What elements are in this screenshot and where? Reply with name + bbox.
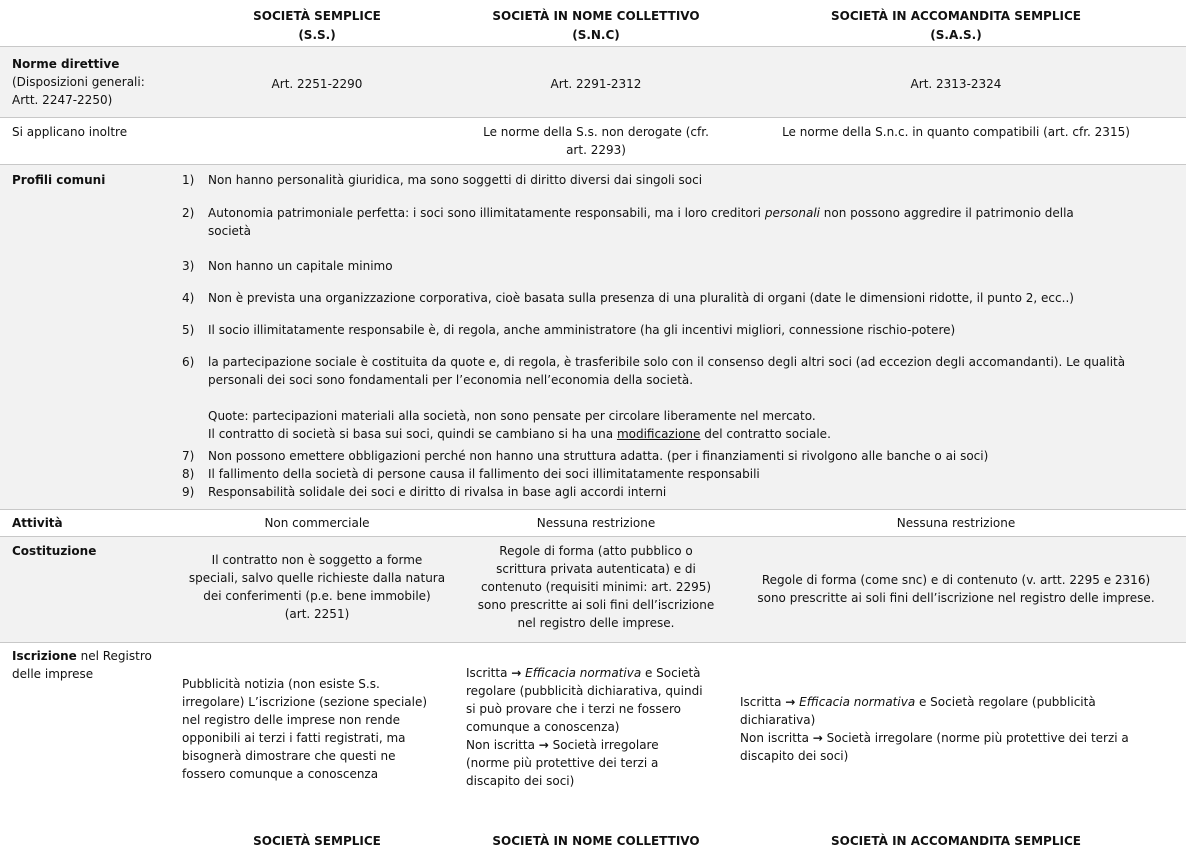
item-text: Non hanno un capitale minimo [208, 259, 393, 273]
iscrizione-sas-part: Società irregolare (norme più protettive dei terzi a [822, 731, 1129, 745]
applicano-snc [466, 123, 726, 159]
applicano-snc-line1: Le norme della S.s. non derogate (cfr. [483, 125, 709, 139]
item-text: Il socio illimitatamente responsabile è, di regola, anche amministratore (ha gli incentivi migliori, connessione rischio-potere) [208, 323, 956, 337]
costituzione-ss-line: speciali, salvo quelle richieste dalla natura [188, 571, 446, 585]
item-number: 8) [182, 467, 195, 481]
row-si-applicano [0, 117, 1186, 164]
iscrizione-label-line1 [12, 647, 172, 665]
iscrizione-snc-part: Società irregolare [548, 738, 659, 752]
item-number: 1) [182, 173, 195, 187]
item-text: Responsabilità solidale dei soci e diritto di rivalsa in base agli accordi interni [208, 485, 667, 499]
row-norme-direttive [0, 46, 1186, 118]
header-snc-repeat: SOCIETÀ IN NOME COLLETTIVO [492, 834, 700, 848]
norme-sas: Art. 2313-2324 [910, 77, 1002, 91]
iscrizione-label [12, 647, 172, 683]
attivita-ss: Non commerciale [264, 516, 370, 530]
costituzione-label: Costituzione [12, 544, 97, 558]
iscrizione-ss-line: fossero comunque a conoscenza [182, 767, 379, 781]
item-text-emphasis: personali [764, 206, 820, 220]
iscrizione-ss-line: opponibili ai terzi i fatti registrati, ma [182, 731, 406, 745]
efficacia-normativa-emphasis: Efficacia normativa [525, 666, 642, 680]
header-sas-abbr: (S.A.S.) [930, 27, 982, 42]
row-iscrizione [0, 642, 1186, 813]
iscrizione-snc-line: (norme più protettive dei terzi a [466, 756, 659, 770]
quote-note-line1: Quote: partecipazioni materiali alla società, non sono pensate per circolare liberamente nel mercato. [208, 409, 816, 423]
iscrizione-label-rest: nel Registro [76, 649, 152, 663]
iscrizione-sas-line [740, 693, 1170, 711]
header-sas-title: SOCIETÀ IN ACCOMANDITA SEMPLICE [831, 9, 1081, 23]
iscrizione-snc [466, 664, 726, 790]
item-text [208, 353, 1168, 389]
item-text: Non hanno personalità giuridica, ma sono soggetti di diritto diversi dai singoli soci [208, 173, 703, 187]
item-text: Il fallimento della società di persone causa il fallimento dei soci illimitatamente responsabili [208, 467, 760, 481]
item-text [208, 407, 1168, 443]
iscrizione-ss-line: irregolare) L’iscrizione (sezione speciale) [182, 695, 428, 709]
iscrizione-sas [740, 693, 1170, 765]
iscrizione-sas-line: discapito dei soci) [740, 749, 849, 763]
iscritta-label: Iscritta [466, 666, 512, 680]
header-sas [736, 7, 1176, 44]
costituzione-snc-line: sono prescritte ai soli fini dell’iscrizione [477, 598, 715, 612]
non-iscritta-label: Non iscritta [740, 731, 813, 745]
row-costituzione [0, 536, 1186, 642]
costituzione-ss-line: Il contratto non è soggetto a forme [211, 553, 423, 567]
norme-snc: Art. 2291-2312 [550, 77, 642, 91]
costituzione-ss-line: (art. 2251) [284, 607, 350, 621]
applicano-label: Si applicano inoltre [12, 125, 128, 139]
header-snc-abbr: (S.N.C) [572, 27, 620, 42]
header-ss-title: SOCIETÀ SEMPLICE [253, 9, 381, 23]
iscrizione-snc-line: comunque a conoscenza) [466, 720, 620, 734]
attivita-snc: Nessuna restrizione [536, 516, 656, 530]
costituzione-snc-line: nel registro delle imprese. [517, 616, 675, 630]
iscrizione-snc-line [466, 664, 726, 682]
iscrizione-snc-line: regolare (pubblicità dichiarativa, quindi [466, 684, 703, 698]
item-text-line: personali dei soci sono fondamentali per l’economia nell’economia della società. [208, 373, 694, 387]
row-profili-comuni [0, 164, 1186, 509]
iscrizione-sas-line [740, 729, 1170, 747]
iscritta-label: Iscritta [740, 695, 786, 709]
item-number: 6) [182, 355, 195, 369]
norme-label-line3: Artt. 2247-2250) [12, 93, 113, 107]
table-header [0, 0, 1186, 46]
applicano-snc-line2: art. 2293) [566, 143, 626, 157]
norme-ss: Art. 2251-2290 [271, 77, 363, 91]
item-text: Non possono emettere obbligazioni perché non hanno una struttura adatta. (per i finanziamenti si rivolgono alle banche o ai soci) [208, 449, 989, 463]
iscrizione-sas-part: e Società regolare (pubblicità [915, 695, 1096, 709]
iscrizione-ss-line: bisognerà dimostrare che questi ne [182, 749, 396, 763]
iscrizione-label-line2: delle imprese [12, 667, 94, 681]
quote-note-part: Il contratto di società si basa sui soci, quindi se cambiano si ha una [208, 427, 617, 441]
item-text-line: la partecipazione sociale è costituita da quote e, di regola, è trasferibile solo con il consenso degli altri soci (ad eccezion degli accomandanti). Le qualità [208, 355, 1126, 369]
costituzione-snc-line: contenuto (requisiti minimi: art. 2295) [480, 580, 712, 594]
item-text-part: Autonomia patrimoniale perfetta: i soci sono illimitatamente responsabili, ma i loro creditori [208, 206, 765, 220]
norme-label-bold: Norme direttive [12, 57, 120, 71]
item-text-part: non possono aggredire il patrimonio della [819, 206, 1074, 220]
arrow-right-icon: → [511, 666, 522, 680]
item-number: 9) [182, 485, 195, 499]
costituzione-sas [736, 571, 1176, 607]
header-ss [182, 7, 452, 44]
iscrizione-snc-line: si può provare che i terzi ne fossero [466, 702, 682, 716]
costituzione-snc [466, 542, 726, 632]
quote-note-line2 [208, 425, 1168, 443]
header-snc-title: SOCIETÀ IN NOME COLLETTIVO [492, 9, 700, 23]
table-header-repeat [0, 830, 1186, 848]
iscrizione-snc-part: e Società [641, 666, 701, 680]
costituzione-snc-line: scrittura privata autenticata) e di [496, 562, 696, 576]
iscrizione-ss-line: nel registro delle imprese non rende [182, 713, 400, 727]
item-text-part: società [208, 224, 251, 238]
costituzione-sas-line: sono prescritte ai soli fini dell’iscrizione nel registro delle imprese. [757, 591, 1155, 605]
iscrizione-snc-line: discapito dei soci) [466, 774, 575, 788]
iscrizione-label-bold: Iscrizione [12, 649, 77, 663]
iscrizione-sas-line: dichiarativa) [740, 713, 816, 727]
quote-note-underlined: modificazione [616, 427, 701, 441]
costituzione-ss-line: dei conferimenti (p.e. bene immobile) [203, 589, 431, 603]
attivita-sas: Nessuna restrizione [896, 516, 1016, 530]
item-number: 7) [182, 449, 195, 463]
costituzione-sas-line: Regole di forma (come snc) e di contenuto (v. artt. 2295 e 2316) [761, 573, 1151, 587]
item-number: 2) [182, 206, 195, 220]
item-text: Non è prevista una organizzazione corporativa, cioè basata sulla presenza di una pluralità di organi (date le dimensioni ridotte, il punto 2, ecc..) [208, 291, 1074, 305]
quote-note-part: del contratto sociale. [700, 427, 831, 441]
norme-label-line2: (Disposizioni generali: [12, 75, 145, 89]
applicano-sas: Le norme della S.n.c. in quanto compatibili (art. cfr. 2315) [782, 125, 1130, 139]
arrow-right-icon: → [785, 695, 796, 709]
iscrizione-ss [182, 675, 452, 783]
item-text [208, 204, 1168, 240]
profili-label: Profili comuni [12, 173, 106, 187]
costituzione-ss [182, 551, 452, 623]
arrow-right-icon: → [812, 731, 823, 745]
non-iscritta-label: Non iscritta [466, 738, 539, 752]
header-ss-abbr: (S.S.) [298, 27, 336, 42]
header-snc [466, 7, 726, 44]
iscrizione-snc-line [466, 736, 726, 754]
row-attivita [0, 509, 1186, 537]
item-number: 4) [182, 291, 195, 305]
header-ss-repeat: SOCIETÀ SEMPLICE [253, 834, 381, 848]
attivita-label: Attività [12, 516, 63, 530]
arrow-right-icon: → [538, 738, 549, 752]
item-number: 5) [182, 323, 195, 337]
norme-label [12, 55, 172, 109]
costituzione-snc-line: Regole di forma (atto pubblico o [499, 544, 693, 558]
iscrizione-ss-line: Pubblicità notizia (non esiste S.s. [182, 677, 380, 691]
header-sas-repeat: SOCIETÀ IN ACCOMANDITA SEMPLICE [831, 834, 1081, 848]
item-number: 3) [182, 259, 195, 273]
efficacia-normativa-emphasis: Efficacia normativa [799, 695, 916, 709]
